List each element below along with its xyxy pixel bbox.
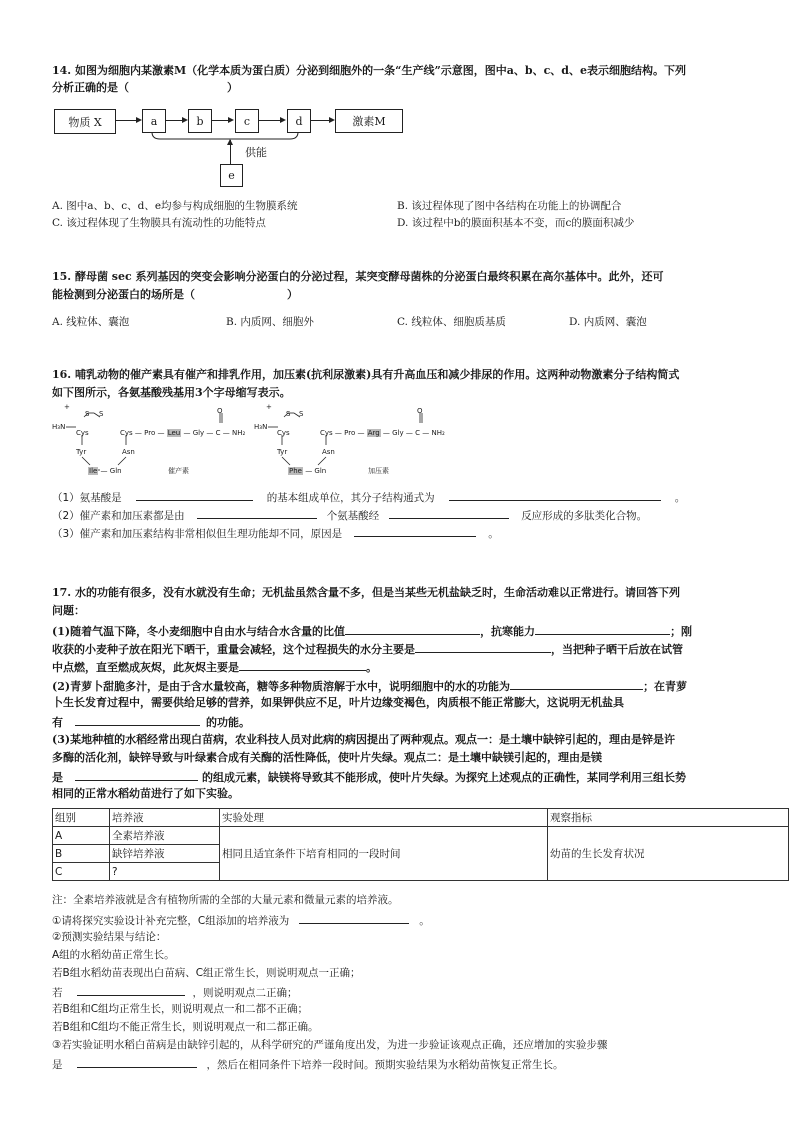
table-cell-group: B	[53, 845, 110, 863]
q17-blank-3[interactable]	[415, 641, 551, 653]
q16-sub2	[52, 507, 647, 523]
q17-c5	[52, 984, 298, 1000]
q17-blank-2[interactable]	[535, 623, 670, 635]
oxy-tyr: Tyr	[76, 448, 87, 456]
diagram-input-box	[54, 109, 116, 134]
table-cell-medium: 全素培养液	[110, 827, 220, 845]
table-cell-indicator: 幼苗的生长发育状况	[548, 827, 789, 881]
oxy-nh2: NH₂	[232, 429, 246, 437]
q17-c5-a: 若	[52, 987, 63, 999]
diagram-box-b	[188, 109, 212, 133]
q17-blank-4[interactable]	[239, 659, 366, 671]
q16-stem-line1: 16. 哺乳动物的催产素具有催产和排乳作用，加压素(抗利尿激素)具有升高血压和减少排尿的作用。这两种动物激素分子结构简式	[52, 368, 680, 381]
q15-option-d[interactable]: D. 内质网、囊泡	[569, 316, 647, 328]
vas-bottom: Phe — Gln	[289, 467, 327, 475]
vas-cys1: Cys	[277, 429, 290, 437]
diagram-box-c	[235, 109, 259, 133]
vas-var-phe: Phe	[289, 467, 302, 475]
diagram-label-a: a	[150, 114, 158, 128]
q17-blank-6[interactable]	[75, 714, 200, 726]
table-cell-group: A	[53, 827, 110, 845]
q16-blank-2[interactable]	[449, 489, 661, 501]
table-cell-treatment: 相同且适宜条件下培育相同的一段时间	[220, 827, 548, 881]
q16-stem-line2: 如下图所示，各氨基酸残基用3个字母缩写表示。	[52, 386, 291, 399]
q17-c4: 若B组水稻幼苗表现出白苗病、C组正常生长，则说明观点一正确；	[52, 967, 361, 979]
q17-c2: ②预测实验结果与结论：	[52, 931, 167, 943]
oxy-plus: +	[64, 403, 70, 411]
q15-stem-text: 能检测到分泌蛋白的场所是（	[52, 288, 195, 301]
q17-blank-8[interactable]	[299, 912, 409, 924]
vas-plus: +	[266, 403, 272, 411]
q16-sub1	[52, 489, 685, 505]
q15-option-c[interactable]: C. 线粒体、细胞质基质	[397, 316, 506, 328]
vas-o: O	[417, 407, 423, 415]
q17-blank-9[interactable]	[77, 984, 185, 996]
q17-p2-line2: 卜生长发育过程中，需要供给足够的营养，如果钾供应不足，叶片边缘变褐色，肉质根不能正常膨大，这说明无机盐具	[52, 696, 624, 709]
q17-blank-1[interactable]	[345, 623, 480, 635]
q15-stem-line2	[52, 288, 298, 302]
q17-blank-5[interactable]	[510, 678, 643, 690]
table-header-group: 组别	[53, 809, 110, 827]
q16-sub3-b: 。	[488, 528, 499, 540]
q17-p2-e: 的功能。	[206, 716, 250, 729]
table-header-medium: 培养液	[110, 809, 220, 827]
diagram-box-d	[287, 109, 311, 133]
vas-s1: S	[286, 410, 291, 418]
oxy-var-leu: Leu	[167, 429, 181, 437]
q14-option-c[interactable]: C. 该过程体现了生物膜具有流动性的功能特点	[52, 217, 266, 229]
q14-stem-text: 分析正确的是（	[52, 81, 129, 94]
q14-stem-line1: 14. 如图为细胞内某激素M（化学本质为蛋白质）分泌到细胞外的一条“生产线”示意图，图中a、b、c、d、e表示细胞结构。下列	[52, 64, 687, 77]
vas-gly: Gly	[392, 429, 404, 437]
table-header-row	[53, 809, 789, 827]
oxy-cys1: Cys	[76, 429, 89, 437]
oxy-o: O	[217, 407, 223, 415]
q16-sub2-a: （2）催产素和加压素都是由	[52, 510, 185, 522]
vas-gln: Gln	[314, 467, 327, 475]
q16-blank-5[interactable]	[354, 525, 476, 537]
q16-sub3-a: （3）催产素和加压素结构非常相似但生理功能却不同，原因是	[52, 528, 343, 540]
q17-p1-e: ，当把种子晒干后放在试管	[551, 643, 683, 656]
oxytocin-label: 催产素	[168, 467, 189, 475]
vas-cys2: Cys — Pro — Arg — Gly — C — NH₂	[320, 429, 445, 437]
vas-asn: Asn	[322, 448, 335, 456]
oxy-s1: S	[85, 410, 90, 418]
diagram-box-a	[142, 109, 166, 133]
oxy-h3n: H₃N	[52, 423, 66, 431]
q17-p3-line4: 相同的正常水稻幼苗进行了如下实验。	[52, 787, 239, 800]
table-cell-medium[interactable]: ?	[110, 863, 220, 881]
q17-c1-a: ①请将探究实验设计补充完整，C组添加的培养液为	[52, 915, 290, 927]
diagram-energy-label: 供能	[245, 146, 267, 159]
vas-tyr: Tyr	[277, 448, 288, 456]
oxy-cys2: Cys — Pro — Leu — Gly — C — NH₂	[120, 429, 246, 437]
q17-p2-line3	[52, 714, 250, 730]
q17-p2-b: ；在青萝	[643, 680, 688, 693]
vas-nh2: NH₂	[431, 429, 445, 437]
q17-c5-b: ，则说明观点二正确；	[192, 987, 298, 999]
vas-cys2-label: Cys	[320, 429, 333, 437]
q17-note: 注：全素培养液就是含有植物所需的全部的大量元素和微量元素的培养液。	[52, 894, 399, 906]
oxy-c: C	[215, 429, 221, 437]
vas-s2: S	[299, 410, 304, 418]
q17-p3-line1: (3)某地种植的水稻经常出现白苗病，农业科技人员对此病的病因提出了两种观点。观点一：是土壤中缺锌引起的，理由是锌是许	[52, 733, 676, 746]
vasopressin-bonds	[252, 405, 452, 480]
table-header-treatment: 实验处理	[220, 809, 548, 827]
q17-p3-line2: 多酶的活化剂，缺锌导致与叶绿素合成有关酶的活性降低，使叶片失绿。观点二：是土壤中缺镁引起的，理由是镁	[52, 751, 602, 764]
q14-option-d[interactable]: D. 该过程中b的膜面积基本不变，而c的膜面积减少	[397, 217, 635, 229]
q15-option-b[interactable]: B. 内质网、细胞外	[226, 316, 314, 328]
q16-sub1-c: 。	[674, 492, 686, 504]
q17-c7: 若B组和C组均不能正常生长，则说明观点一和二都正确。	[52, 1021, 319, 1033]
q17-c1	[52, 912, 430, 928]
table-cell-group: C	[53, 863, 110, 881]
oxy-gly: Gly	[192, 429, 205, 437]
q15-stem-line1: 15. 酵母菌 sec 系列基因的突变会影响分泌蛋白的分泌过程，某突变酵母菌株的分泌蛋白最终积累在高尔基体中。此外，还可	[52, 270, 664, 283]
q16-sub1-b: 的基本组成单位，其分子结构通式为	[266, 492, 435, 504]
q17-p2-line1	[52, 678, 687, 694]
diagram-box-e	[220, 164, 243, 187]
q17-p1-b: ，抗寒能力	[480, 625, 536, 638]
q17-c9-b: ，然后在相同条件下培养一段时间。预期实验结果为水稻幼苗恢复正常生长。	[206, 1059, 564, 1071]
diagram-output-label: 激素M	[352, 115, 386, 128]
energy-bracket	[140, 131, 310, 143]
q16-sub3	[52, 525, 499, 541]
q16-blank-3[interactable]	[197, 507, 317, 519]
oxy-s2: S	[99, 410, 104, 418]
arrow-icon	[228, 117, 234, 123]
q15-option-a[interactable]: A. 线粒体、囊泡	[52, 316, 130, 328]
vas-c: C	[415, 429, 421, 437]
q17-p1-line1	[52, 623, 692, 639]
table-row	[53, 827, 789, 845]
oxytocin-bonds	[52, 405, 252, 480]
oxy-gln: Gln	[109, 467, 122, 475]
q17-c1-b: 。	[419, 915, 430, 927]
q17-stem-line1: 17. 水的功能有很多，没有水就没有生命；无机盐虽然含量不多，但是当某些无机盐缺乏时，生命活动难以正常进行。请回答下列	[52, 586, 680, 599]
q17-blank-7[interactable]	[75, 769, 198, 781]
diagram-label-d: d	[295, 114, 303, 128]
q17-p1-line3	[52, 659, 377, 675]
q17-p1-f: 中点燃，直至燃成灰烬，此灰烬主要是	[52, 661, 239, 674]
q15-stem-close: ）	[287, 288, 298, 301]
oxy-bottom: Ile — Gln	[89, 467, 122, 475]
q14-stem-line2	[52, 81, 238, 95]
experiment-table	[52, 808, 789, 881]
q17-stem-line2: 问题：	[52, 604, 85, 617]
diagram-label-e: e	[228, 169, 235, 182]
q17-p1-g: 。	[366, 661, 377, 674]
diagram-output-box	[335, 109, 403, 133]
q17-p2-d: 有	[52, 716, 63, 729]
oxy-cys2-label: Cys	[120, 429, 133, 437]
q17-c3: A组的水稻幼苗正常生长。	[52, 949, 175, 961]
diagram-label-b: b	[196, 114, 204, 128]
table-header-indicator: 观察指标	[548, 809, 789, 827]
oxy-var-ile: Ile	[89, 467, 98, 475]
q16-sub2-c: 反应形成的多肽类化合物。	[521, 510, 648, 522]
q16-sub2-b: 个氨基酸经	[326, 510, 380, 522]
q16-blank-4[interactable]	[389, 507, 509, 519]
q17-p1-d: 收获的小麦种子放在阳光下晒干，重量会减轻，这个过程损失的水分主要是	[52, 643, 415, 656]
vas-var-arg: Arg	[367, 429, 380, 437]
vas-h3n: H₃N	[254, 423, 268, 431]
q17-c9	[52, 1056, 564, 1072]
q17-p3-d: 的组成元素，缺镁将导致其不能形成，使叶片失绿。为探究上述观点的正确性，某同学利用三组长势	[202, 771, 686, 784]
q17-blank-10[interactable]	[77, 1056, 197, 1068]
q17-p1-a: (1)随着气温下降，冬小麦细胞中自由水与结合水含量的比值	[52, 625, 346, 638]
q17-p1-c: ；刚	[670, 625, 693, 638]
diagram-input-label: 物质 X	[68, 115, 102, 129]
q17-c8: ③若实验证明水稻白苗病是由缺锌引起的，从科学研究的严谨角度出发，为进一步验证该观点正确，还应增加的实验步骤	[52, 1039, 608, 1051]
vas-pro: Pro	[344, 429, 356, 437]
q17-c9-a: 是	[52, 1059, 63, 1071]
arrow-icon	[280, 117, 286, 123]
table-cell-medium: 缺锌培养液	[110, 845, 220, 863]
q16-sub1-a: （1）氨基酸是	[52, 492, 122, 504]
q17-p1-line2	[52, 641, 683, 657]
vasopressin-label: 加压素	[368, 467, 389, 475]
q17-p2-a: (2)青萝卜甜脆多汁，是由于含水量较高，糖等多种物质溶解于水中，说明细胞中的水的功能为	[52, 680, 511, 693]
q14-option-b[interactable]: B. 该过程体现了图中各结构在功能上的协调配合	[397, 200, 622, 212]
q14-stem-close: ）	[227, 81, 238, 94]
diagram-label-c: c	[243, 114, 251, 128]
q17-p3-line3	[52, 769, 686, 785]
q17-c6: 若B组和C组均正常生长，则说明观点一和二都不正确；	[52, 1003, 309, 1015]
arrow-up-icon	[227, 139, 233, 145]
q16-blank-1[interactable]	[136, 489, 253, 501]
oxy-asn: Asn	[122, 448, 135, 456]
oxy-pro: Pro	[144, 429, 156, 437]
q14-option-a[interactable]: A. 图中a、b、c、d、e均参与构成细胞的生物膜系统	[52, 200, 298, 212]
q17-p3-c: 是	[52, 771, 63, 784]
